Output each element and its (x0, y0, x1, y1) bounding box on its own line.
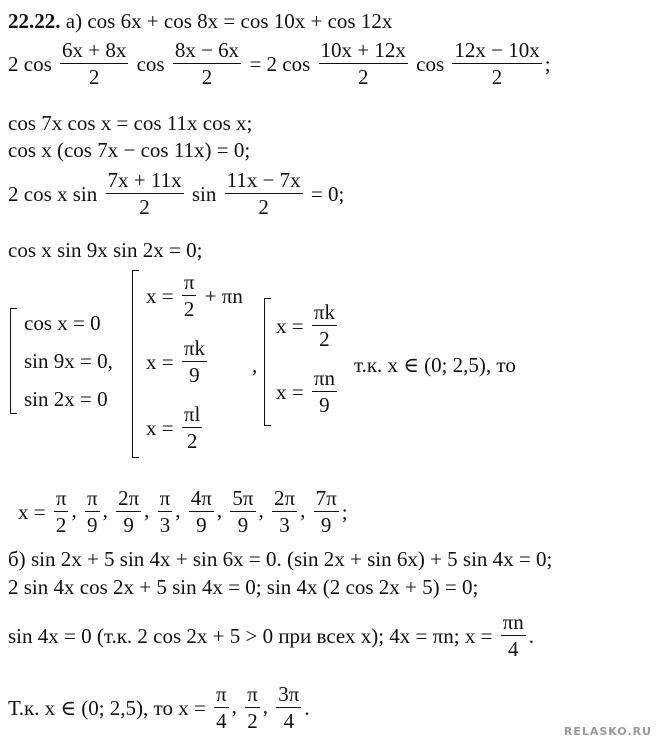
numerator: πk (183, 336, 205, 360)
problem-number: 22.22. (8, 9, 61, 34)
text: = 0; (310, 182, 345, 206)
system-1 (10, 308, 130, 418)
equation-a3: cos 7x cos x = cos 11x cos x; (8, 111, 253, 136)
numerator: 2π (118, 486, 140, 510)
line-b3 (8, 612, 534, 660)
system-3-row (276, 302, 340, 350)
fraction (54, 488, 69, 536)
fraction (116, 488, 141, 536)
numerator: 8x − 6x (174, 38, 240, 62)
denominator: 9 (85, 511, 100, 536)
text: x = (146, 350, 174, 374)
numerator: 4π (190, 486, 212, 510)
line-b1 (8, 544, 552, 572)
fraction (230, 488, 255, 536)
denominator: 2 (312, 325, 337, 350)
system-2-row (146, 338, 210, 386)
system-2-row (146, 404, 205, 452)
numerator: π (247, 682, 258, 706)
system-3-row (276, 368, 340, 416)
text: ; (544, 52, 551, 76)
text: x = (146, 284, 174, 308)
fraction (276, 684, 301, 732)
equation-a4: cos x (cos 7x − cos 11x) = 0; (8, 138, 251, 163)
system-bracket (264, 298, 271, 426)
fraction (158, 488, 173, 536)
condition-text: т.к. x ∈ (0; 2,5), то (354, 353, 516, 377)
denominator: 9 (314, 511, 339, 536)
numerator: π (55, 486, 67, 510)
fraction (452, 40, 541, 88)
text: . (528, 624, 535, 648)
fraction (312, 302, 337, 350)
text: 2 cos x sin (8, 182, 98, 206)
line-b2 (8, 572, 478, 600)
numerator: π (159, 486, 171, 510)
system-1-row: sin 9x = 0, (24, 349, 113, 373)
text: sin (191, 182, 217, 206)
fraction (60, 40, 128, 88)
denominator: 2 (54, 511, 69, 536)
denominator: 9 (312, 391, 337, 416)
system-1-row: sin 2x = 0 (24, 387, 108, 411)
text: = 2 cos (249, 52, 311, 76)
numerator: πl (183, 402, 201, 426)
equation-b1: sin 2x + 5 sin 4x + sin 6x = 0. (sin 2x + sin 6x) + 5 sin 4x = 0; (30, 547, 553, 572)
numerator: π (86, 486, 98, 510)
equation-b4: Т.к. x ∈ (0; 2,5), то x = (8, 696, 206, 720)
fraction (189, 488, 214, 536)
line-a4 (8, 135, 250, 163)
denominator: 2 (60, 63, 128, 88)
numerator: 2π (274, 486, 296, 510)
numerator: 11x − 7x (226, 168, 301, 192)
text: x = (276, 314, 304, 338)
fraction (312, 368, 337, 416)
system-2 (132, 270, 262, 460)
line-a5 (8, 170, 344, 218)
fraction (182, 338, 207, 386)
fraction (319, 40, 408, 88)
numerator: 10x + 12x (320, 38, 406, 62)
fraction (314, 488, 339, 536)
equation-a1: cos 6x + cos 8x = cos 10x + cos 12x (87, 9, 393, 34)
denominator: 2 (106, 193, 184, 218)
text: x = (146, 416, 174, 440)
numerator: 7π (315, 486, 337, 510)
text: + πn (204, 284, 243, 308)
denominator: 2 (319, 63, 408, 88)
numerator: 6x + 8x (62, 38, 127, 62)
fraction (182, 272, 197, 320)
part-a-label: а) (65, 9, 83, 34)
denominator: 2 (245, 707, 260, 732)
numerator: 12x − 10x (454, 38, 540, 62)
fraction (272, 488, 297, 536)
numerator: π (216, 682, 227, 706)
denominator: 9 (116, 511, 141, 536)
denominator: 2 (225, 193, 303, 218)
numerator: πn (313, 366, 335, 390)
denominator: 9 (230, 511, 255, 536)
text: x = (276, 380, 304, 404)
fraction (214, 684, 229, 732)
fraction (85, 488, 100, 536)
system-2-row (146, 272, 243, 320)
equation-b3: sin 4x = 0 (т.к. 2 cos 2x + 5 > 0 при всех x); 4x = πn; x = (8, 624, 493, 648)
denominator: 9 (189, 511, 214, 536)
denominator: 3 (158, 511, 173, 536)
text: cos (416, 52, 445, 76)
denominator: 9 (182, 361, 207, 386)
system-bracket (132, 270, 139, 458)
text: 2 cos (8, 52, 52, 76)
separator-comma: , (252, 353, 258, 377)
line-a2 (8, 40, 551, 88)
text: . (304, 696, 310, 720)
fraction (182, 404, 202, 452)
fraction (225, 170, 303, 218)
numerator: πn (502, 610, 524, 634)
denominator: 3 (272, 511, 297, 536)
numerator: π (183, 270, 195, 294)
part-b-label: б) (8, 547, 26, 572)
denominator: 4 (214, 707, 229, 732)
text: cos (136, 52, 165, 76)
numerator: 3π (278, 682, 300, 706)
line-b4: Т.к. x ∈ (0; 2,5), то x = $\frac{\pi}{4}$ , $\frac{\pi}{2}$ , $\frac{3\pi}{4}$ . (8, 682, 310, 733)
numerator: 7x + 11x (107, 168, 182, 192)
text: ; (341, 500, 348, 524)
line-a6 (8, 235, 202, 263)
line-a3 (8, 108, 252, 136)
numerator: 5π (232, 486, 254, 510)
denominator: 2 (182, 427, 202, 452)
system-3 (264, 298, 364, 428)
fraction (106, 170, 184, 218)
line-a1 (8, 6, 392, 34)
answer-a: x = $\frac{\pi}{2}$ , $\frac{\pi}{9}$ , $\frac{2\pi}{9}$ , $\frac{\pi}{3}$ , $\frac{4\pi}{9}$ , $\frac{5\pi}{9}$ , $\frac{2\pi}{3}$ , $\frac{7\pi}{9}$ ; (18, 486, 348, 537)
equation-a6: cos x sin 9x sin 2x = 0; (8, 238, 203, 263)
denominator: 2 (173, 63, 241, 88)
numerator: πk (313, 300, 335, 324)
denominator: 4 (501, 635, 526, 660)
system-1-row: cos x = 0 (24, 311, 101, 335)
denominator: 2 (452, 63, 541, 88)
fraction (501, 612, 526, 660)
watermark: RELASKO.RU (563, 725, 652, 738)
denominator: 4 (276, 707, 301, 732)
fraction (245, 684, 260, 732)
fraction (173, 40, 241, 88)
system-bracket (10, 308, 17, 414)
text: x = (18, 500, 46, 524)
denominator: 2 (182, 295, 197, 320)
equation-b2: 2 sin 4x cos 2x + 5 sin 4x = 0; sin 4x (2 cos 2x + 5) = 0; (8, 575, 479, 600)
